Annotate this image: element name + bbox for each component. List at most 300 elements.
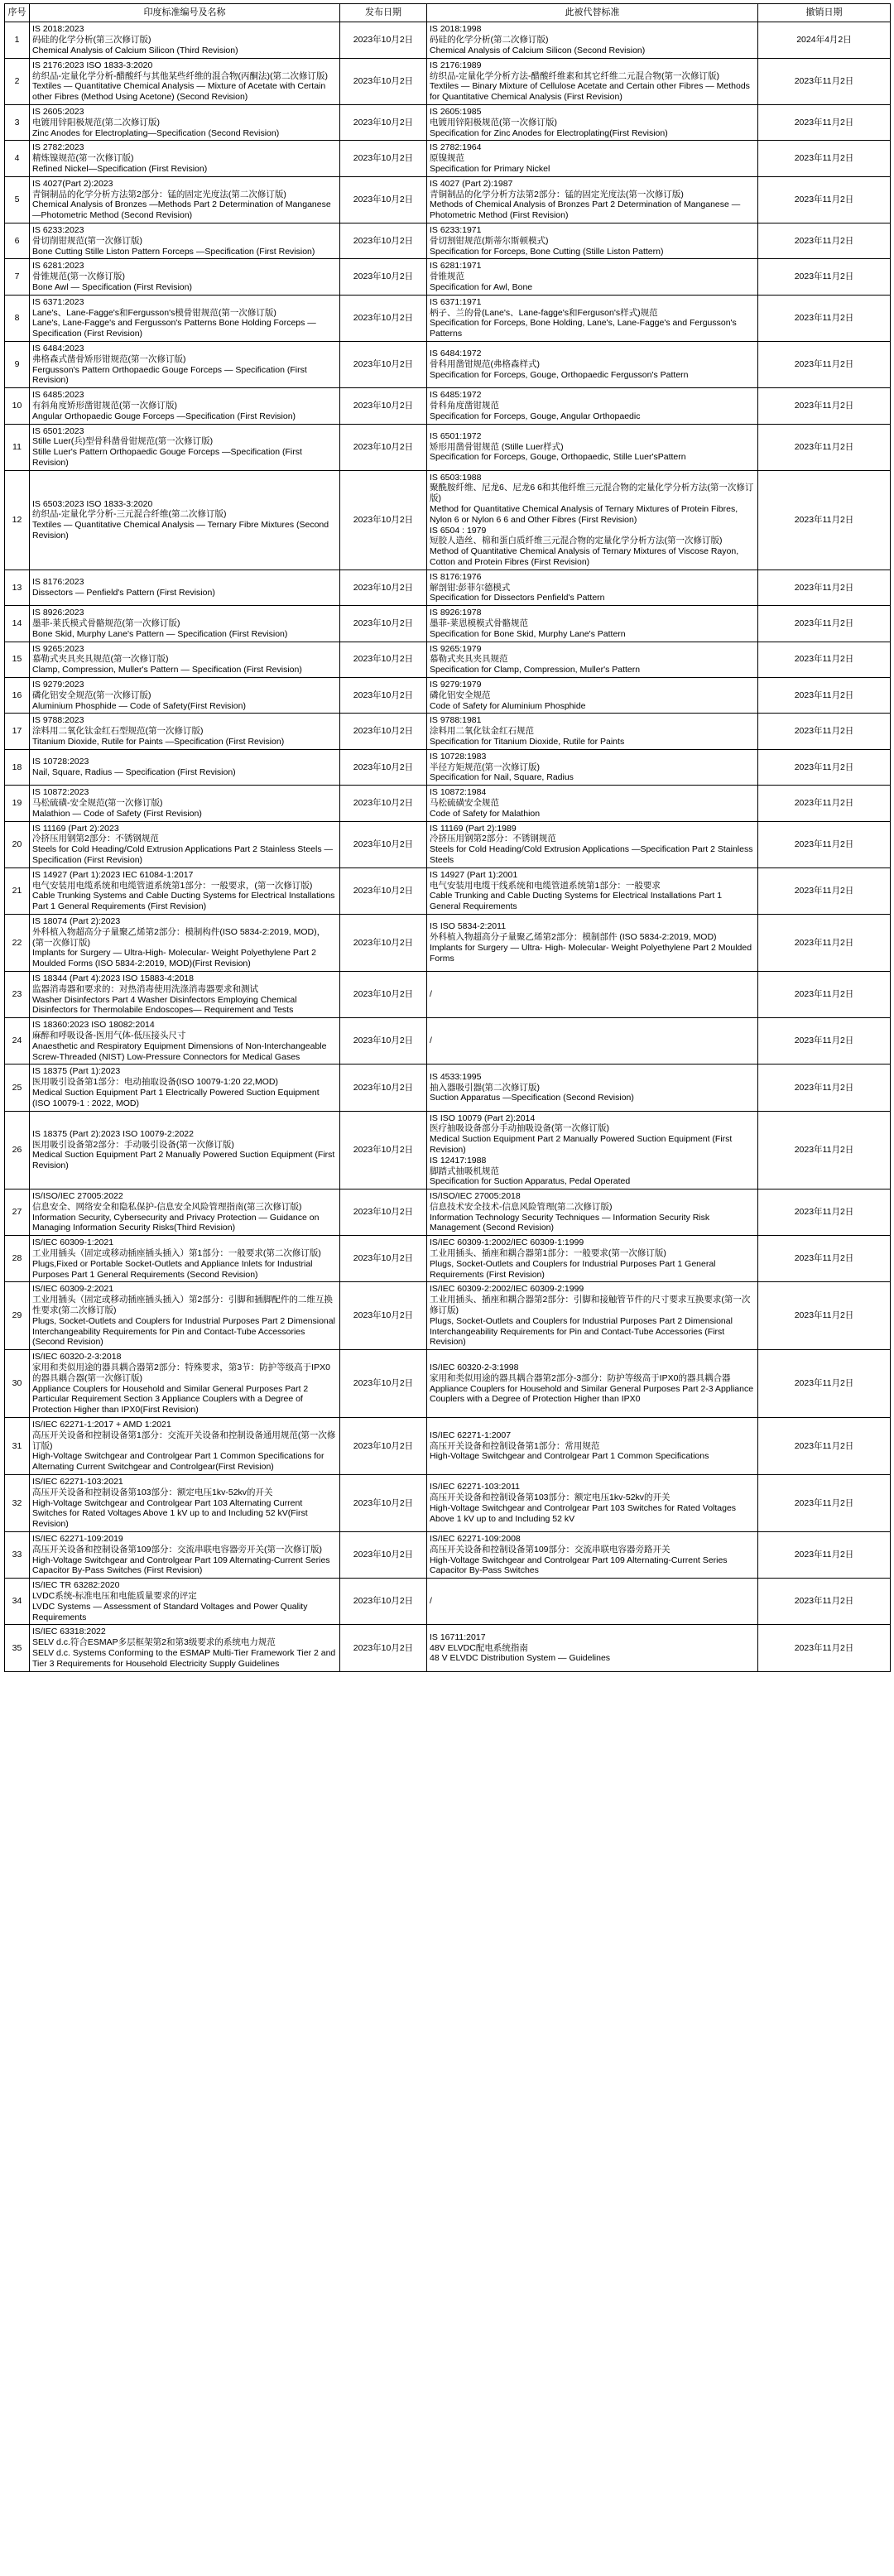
table-row bbox=[5, 971, 891, 1017]
replaced-standard-line: Method of Quantitative Chemical Analysis of Ternary Mixtures of Viscose Rayon, Cotton and Protein Fibres (First Revision) bbox=[430, 546, 739, 568]
cell-issue-date: 2023年10月2日 bbox=[340, 341, 427, 387]
table-row bbox=[5, 176, 891, 223]
replaced-standard-line: Specification for Clamp, Compression, Muller's Pattern bbox=[430, 665, 641, 675]
replaced-standard-line: Suction Apparatus —Specification (Second Revision) bbox=[430, 1093, 634, 1103]
cell-issue-date: 2023年10月2日 bbox=[340, 1065, 427, 1111]
cell-issue-date: 2023年10月2日 bbox=[340, 1350, 427, 1418]
replaced-standard-line: 高压开关设备和控制设备第109部分：交流串联电容器旁路开关 bbox=[430, 1544, 670, 1555]
table-row bbox=[5, 1579, 891, 1625]
cell-replaced-standard bbox=[427, 678, 758, 714]
standard-line: IS 2782:2023 bbox=[32, 142, 84, 153]
standard-line: 涂料用二氧化钛金红石型规范(第一次修订版) bbox=[32, 726, 204, 737]
cell-standard-title bbox=[30, 1475, 340, 1532]
table-row bbox=[5, 821, 891, 867]
replaced-standard-line: IS 6371:1971 bbox=[430, 296, 482, 307]
table-row bbox=[5, 22, 891, 58]
standard-line: IS 9279:2023 bbox=[32, 680, 84, 690]
standard-line: IS 18344 (Part 4):2023 ISO 15883-4:2018 bbox=[32, 973, 194, 983]
cell-withdraw-date: 2023年11月2日 bbox=[758, 678, 891, 714]
replaced-standard-line: 医疗抽吸设备部分手动抽吸设备(第一次修订版) bbox=[430, 1123, 609, 1134]
replaced-standard-line: 骨锥规范 bbox=[430, 272, 464, 282]
cell-replaced-standard bbox=[427, 341, 758, 387]
table-row bbox=[5, 1418, 891, 1475]
cell-serial-number: 1 bbox=[5, 22, 30, 58]
standard-line: 家用和类似用途的器具耦合器第2部分：特殊要求，第3节：防护等级高于IPX0的器具耦合器(第一次修订版) bbox=[32, 1362, 330, 1383]
cell-serial-number: 4 bbox=[5, 141, 30, 176]
standard-line: Textiles — Quantitative Chemical Analysis — Ternary Fibre Mixtures (Second Revision) bbox=[32, 520, 329, 541]
cell-serial-number: 34 bbox=[5, 1579, 30, 1625]
cell-withdraw-date: 2023年11月2日 bbox=[758, 176, 891, 223]
replaced-standard-line: 骨科用凿钳规范(弗格森样式) bbox=[430, 359, 540, 370]
replaced-standard-line: High-Voltage Switchgear and Controlgear Part 1 Common Specifications bbox=[430, 1451, 709, 1462]
cell-standard-title bbox=[30, 104, 340, 140]
cell-serial-number: 16 bbox=[5, 678, 30, 714]
cell-standard-title bbox=[30, 749, 340, 785]
replaced-standard-line: IS 6504 : 1979 bbox=[430, 525, 487, 536]
cell-standard-title bbox=[30, 1065, 340, 1111]
standard-line: Nail, Square, Radius — Specification (First Revision) bbox=[32, 767, 236, 777]
standard-line: IS 6371:2023 bbox=[32, 296, 84, 307]
replaced-standard-line: 骨科角度凿钳规范 bbox=[430, 400, 499, 411]
cell-replaced-standard bbox=[427, 259, 758, 295]
replaced-standard-line: IS 8176:1976 bbox=[430, 571, 482, 582]
table-row bbox=[5, 678, 891, 714]
cell-withdraw-date: 2023年11月2日 bbox=[758, 223, 891, 258]
replaced-standard-line: Information Technology Security Techniques — Information Security Risk Management (Second Revision) bbox=[430, 1212, 710, 1233]
standard-line: IS/IEC 62271-1:2017 + AMD 1:2021 bbox=[32, 1420, 171, 1430]
cell-standard-title bbox=[30, 388, 340, 424]
header-no: 序号 bbox=[5, 4, 30, 22]
cell-replaced-standard bbox=[427, 867, 758, 914]
cell-standard-title bbox=[30, 867, 340, 914]
cell-standard-title bbox=[30, 470, 340, 570]
standard-line: 青铜制品的化学分析方法第2部分：锰的固定光度法(第二次修订版) bbox=[32, 189, 286, 199]
replaced-standard-line: 高压开关设备和控制设备第1部分：常用规范 bbox=[430, 1440, 600, 1451]
replaced-standard-line: 码硅的化学分析(第二次修订版) bbox=[430, 35, 549, 46]
standard-line: Titanium Dioxide, Rutile for Paints —Specification (First Revision) bbox=[32, 737, 285, 747]
replaced-standard-line: IS 16711:2017 bbox=[430, 1632, 486, 1642]
cell-withdraw-date: 2023年11月2日 bbox=[758, 1018, 891, 1065]
standard-line: IS 2176:2023 ISO 1833-3:2020 bbox=[32, 60, 153, 70]
table-row bbox=[5, 1018, 891, 1065]
replaced-standard-line: IS ISO 5834-2:2011 bbox=[430, 921, 507, 932]
cell-replaced-standard bbox=[427, 786, 758, 821]
cell-serial-number: 13 bbox=[5, 570, 30, 605]
replaced-standard-line: IS 9265:1979 bbox=[430, 643, 482, 654]
standard-line: Angular Orthopaedic Gouge Forceps —Specification (First Revision) bbox=[32, 411, 296, 421]
cell-replaced-standard bbox=[427, 22, 758, 58]
cell-standard-title bbox=[30, 821, 340, 867]
standard-line: 马松硫磺-安全规范(第一次修订版) bbox=[32, 798, 163, 808]
cell-replaced-standard bbox=[427, 1350, 758, 1418]
cell-replaced-standard bbox=[427, 1018, 758, 1065]
cell-replaced-standard bbox=[427, 1282, 758, 1350]
replaced-standard-line: Plugs, Socket-Outlets and Couplers for Industrial Purposes Part 2 Dimensional Interchangeability Requirements for Pin and Contact-Tube Accessories (First Revision) bbox=[430, 1315, 733, 1348]
replaced-standard-line: 墨菲-莱恩模模式骨骼规范 bbox=[430, 618, 528, 629]
cell-serial-number: 2 bbox=[5, 58, 30, 104]
table-row bbox=[5, 1236, 891, 1282]
standard-line: 医用吸引设备第1部分：电动抽取设备(ISO 10079-1:20 22,MOD) bbox=[32, 1077, 278, 1088]
standard-line: Medical Suction Equipment Part 1 Electrically Powered Suction Equipment (ISO 10079-1 : 2022, MOD) bbox=[32, 1087, 320, 1108]
replaced-standard-line: Code of Safety for Aluminium Phosphide bbox=[430, 700, 586, 711]
replaced-standard-line: Specification for Forceps, Gouge, Orthopaedic Fergusson's Pattern bbox=[430, 369, 689, 380]
cell-withdraw-date: 2023年11月2日 bbox=[758, 1350, 891, 1418]
replaced-standard-line: IS 10728:1983 bbox=[430, 751, 487, 762]
standard-line: 麻醉和呼吸设备-医用气体-低压接头尺寸 bbox=[32, 1030, 186, 1040]
table-header-row bbox=[5, 4, 891, 22]
cell-replaced-standard bbox=[427, 570, 758, 605]
cell-issue-date: 2023年10月2日 bbox=[340, 470, 427, 570]
cell-replaced-standard bbox=[427, 58, 758, 104]
cell-withdraw-date: 2023年11月2日 bbox=[758, 58, 891, 104]
cell-issue-date: 2023年10月2日 bbox=[340, 821, 427, 867]
cell-standard-title bbox=[30, 58, 340, 104]
replaced-standard-line: / bbox=[430, 1596, 432, 1607]
cell-standard-title bbox=[30, 1236, 340, 1282]
standard-line: IS/IEC TR 63282:2020 bbox=[32, 1580, 120, 1591]
standard-line: 高压开关设备和控制设备第109部分：交流串联电容器旁开关(第一次修订版) bbox=[32, 1544, 323, 1555]
replaced-standard-line: IS 6281:1971 bbox=[430, 261, 482, 272]
cell-serial-number: 22 bbox=[5, 914, 30, 971]
cell-replaced-standard bbox=[427, 714, 758, 749]
cell-standard-title bbox=[30, 1018, 340, 1065]
replaced-standard-line: 电气安装用电缆干线系统和电缆管道系统第1部分：一般要求 bbox=[430, 880, 661, 891]
cell-withdraw-date: 2023年11月2日 bbox=[758, 786, 891, 821]
replaced-standard-line: IS 4533:1995 bbox=[430, 1071, 482, 1082]
replaced-standard-line: 48 V ELVDC Distribution System — Guidelines bbox=[430, 1653, 611, 1664]
cell-withdraw-date: 2023年11月2日 bbox=[758, 259, 891, 295]
cell-issue-date: 2023年10月2日 bbox=[340, 1625, 427, 1671]
header-replaced-standard: 此被代替标准 bbox=[427, 4, 758, 22]
replaced-standard-line: 矫形用凿骨钳规范 (Stille Luer样式) bbox=[430, 441, 564, 452]
cell-issue-date: 2023年10月2日 bbox=[340, 606, 427, 642]
cell-replaced-standard bbox=[427, 1532, 758, 1579]
standard-line: Fergusson's Pattern Orthopaedic Gouge Forceps — Specification (First Revision) bbox=[32, 364, 307, 386]
replaced-standard-line: IS 6485:1972 bbox=[430, 390, 482, 401]
cell-serial-number: 32 bbox=[5, 1475, 30, 1532]
cell-issue-date: 2023年10月2日 bbox=[340, 1579, 427, 1625]
cell-serial-number: 23 bbox=[5, 971, 30, 1017]
cell-issue-date: 2023年10月2日 bbox=[340, 176, 427, 223]
replaced-standard-line: Cable Trunking and Cable Ducting Systems for Electrical Installations Part 1 General Requirements bbox=[430, 891, 723, 912]
table-row bbox=[5, 786, 891, 821]
standard-line: IS 8926:2023 bbox=[32, 608, 84, 618]
cell-issue-date: 2023年10月2日 bbox=[340, 1236, 427, 1282]
standard-line: 有斜角度矫形凿钳规范(第一次修订版) bbox=[32, 400, 177, 411]
standard-line: IS 10872:2023 bbox=[32, 787, 89, 798]
standard-line: Medical Suction Equipment Part 2 Manually Powered Suction Equipment (First Revision) bbox=[32, 1150, 335, 1171]
cell-standard-title bbox=[30, 570, 340, 605]
cell-withdraw-date: 2023年11月2日 bbox=[758, 867, 891, 914]
replaced-standard-line: Specification for Suction Apparatus, Pedal Operated bbox=[430, 1176, 631, 1187]
cell-replaced-standard bbox=[427, 642, 758, 677]
standard-line: Chemical Analysis of Bronzes —Methods Part 2 Determination of Manganese —Photometric Method (Second Revision) bbox=[32, 199, 331, 221]
replaced-standard-line: Methods of Chemical Analysis of Bronzes Part 2 Determination of Manganese — Photometric Method (First Revision) bbox=[430, 199, 741, 221]
table-row bbox=[5, 1350, 891, 1418]
standard-line: 外科植入物超高分子量聚乙烯第2部分：模制构件(ISO 5834-2:2019, MOD)，(第一次修订版) bbox=[32, 926, 326, 948]
replaced-standard-line: Specification for Titanium Dioxide, Rutile for Paints bbox=[430, 737, 625, 747]
cell-serial-number: 21 bbox=[5, 867, 30, 914]
cell-serial-number: 6 bbox=[5, 223, 30, 258]
cell-replaced-standard bbox=[427, 1418, 758, 1475]
cell-replaced-standard bbox=[427, 470, 758, 570]
replaced-standard-line: IS/IEC 62271-109:2008 bbox=[430, 1534, 521, 1544]
cell-serial-number: 10 bbox=[5, 388, 30, 424]
cell-withdraw-date: 2023年11月2日 bbox=[758, 821, 891, 867]
table-row bbox=[5, 1065, 891, 1111]
cell-replaced-standard bbox=[427, 176, 758, 223]
standard-line: Information Security, Cybersecurity and Privacy Protection — Guidance on Managing Information Security Risks(Third Revision) bbox=[32, 1212, 320, 1233]
standard-line: 骨切削钳规范(第一次修订版) bbox=[32, 235, 142, 246]
cell-withdraw-date: 2023年11月2日 bbox=[758, 570, 891, 605]
replaced-standard-line: High-Voltage Switchgear and Controlgear Part 109 Alternating-Current Series Capacitor By-Pass Switches bbox=[430, 1555, 728, 1576]
replaced-standard-line: Plugs, Socket-Outlets and Couplers for Industrial Purposes Part 1 General Requirements (First Revision) bbox=[430, 1258, 716, 1280]
cell-withdraw-date: 2024年4月2日 bbox=[758, 22, 891, 58]
cell-standard-title bbox=[30, 1532, 340, 1579]
standard-line: IS 18375 (Part 1):2023 bbox=[32, 1066, 121, 1077]
replaced-standard-line: Specification for Forceps, Gouge, Angular Orthopaedic bbox=[430, 411, 641, 421]
standard-line: 冷挤压用钢第2部分：不锈钢规范 bbox=[32, 834, 159, 844]
replaced-standard-line: IS 11169 (Part 2):1989 bbox=[430, 823, 517, 834]
cell-standard-title bbox=[30, 424, 340, 470]
header-withdraw-date: 撤销日期 bbox=[758, 4, 891, 22]
replaced-standard-line: Medical Suction Equipment Part 2 Manually Powered Suction Equipment (First Revision) bbox=[430, 1134, 733, 1155]
replaced-standard-line: IS 10872:1984 bbox=[430, 787, 487, 798]
cell-replaced-standard bbox=[427, 388, 758, 424]
cell-issue-date: 2023年10月2日 bbox=[340, 22, 427, 58]
cell-standard-title bbox=[30, 786, 340, 821]
cell-withdraw-date: 2023年11月2日 bbox=[758, 1282, 891, 1350]
table-row bbox=[5, 1475, 891, 1532]
replaced-standard-line: 抽入器吸引器(第二次修订版) bbox=[430, 1082, 540, 1093]
replaced-standard-line: 48V ELVDC配电系统指南 bbox=[430, 1642, 528, 1653]
cell-serial-number: 20 bbox=[5, 821, 30, 867]
replaced-standard-line: 工业用插头、插座和耦合器第1部分：一般要求(第一次修订版) bbox=[430, 1248, 666, 1259]
cell-serial-number: 11 bbox=[5, 424, 30, 470]
standard-line: Clamp, Compression, Muller's Pattern — Specification (First Revision) bbox=[32, 665, 302, 675]
standard-line: IS 6233:2023 bbox=[32, 224, 84, 235]
standard-line: 纺织品-定量化学分析-三元混合纤维(第二次修订版) bbox=[32, 509, 227, 520]
cell-replaced-standard bbox=[427, 749, 758, 785]
table-row bbox=[5, 223, 891, 258]
cell-standard-title bbox=[30, 22, 340, 58]
replaced-standard-line: Specification for Bone Skid, Murphy Lane's Pattern bbox=[430, 628, 626, 639]
cell-withdraw-date: 2023年11月2日 bbox=[758, 388, 891, 424]
cell-serial-number: 26 bbox=[5, 1111, 30, 1189]
standard-line: IS 2605:2023 bbox=[32, 106, 84, 117]
standard-line: IS 9788:2023 bbox=[32, 715, 84, 726]
cell-standard-title bbox=[30, 223, 340, 258]
standards-table bbox=[4, 3, 891, 1672]
cell-withdraw-date: 2023年11月2日 bbox=[758, 1418, 891, 1475]
replaced-standard-line: IS/ISO/IEC 27005:2018 bbox=[430, 1191, 521, 1202]
cell-standard-title bbox=[30, 971, 340, 1017]
table-row bbox=[5, 259, 891, 295]
cell-replaced-standard bbox=[427, 606, 758, 642]
cell-serial-number: 15 bbox=[5, 642, 30, 677]
standard-line: Aluminium Phosphide — Code of Safety(First Revision) bbox=[32, 700, 246, 711]
cell-serial-number: 33 bbox=[5, 1532, 30, 1579]
cell-replaced-standard bbox=[427, 1065, 758, 1111]
replaced-standard-line: Specification for Forceps, Bone Cutting (Stille Liston Pattern) bbox=[430, 246, 664, 257]
replaced-standard-line: IS 6501:1972 bbox=[430, 430, 482, 441]
replaced-standard-line: / bbox=[430, 989, 432, 1000]
cell-serial-number: 5 bbox=[5, 176, 30, 223]
table-row bbox=[5, 570, 891, 605]
standard-line: IS 11169 (Part 2):2023 bbox=[32, 823, 119, 834]
replaced-standard-line: Specification for Awl, Bone bbox=[430, 281, 533, 292]
replaced-standard-line: IS 2018:1998 bbox=[430, 24, 482, 35]
cell-serial-number: 35 bbox=[5, 1625, 30, 1671]
standard-line: Steels for Cold Heading/Cold Extrusion Applications Part 2 Stainless Steels — Specification (First Revision) bbox=[32, 844, 334, 865]
cell-standard-title bbox=[30, 1579, 340, 1625]
standard-line: High-Voltage Switchgear and Controlgear Part 1 Common Specifications for Alternating Current Switchgear and Controlgear(First Revision) bbox=[32, 1451, 324, 1473]
standard-line: IS 6485:2023 bbox=[32, 390, 84, 401]
replaced-standard-line: 高压开关设备和控制设备第103部分：额定电压1kv-52kv的开关 bbox=[430, 1492, 670, 1503]
replaced-standard-line: Specification for Forceps, Bone Holding, Lane's, Lane-Fagge's and Fergusson's Patterns bbox=[430, 318, 737, 339]
cell-serial-number: 3 bbox=[5, 104, 30, 140]
cell-standard-title bbox=[30, 714, 340, 749]
cell-issue-date: 2023年10月2日 bbox=[340, 1532, 427, 1579]
table-row bbox=[5, 1532, 891, 1579]
standard-line: IS 9265:2023 bbox=[32, 643, 84, 654]
standard-line: Stille Luer's Pattern Orthopaedic Gouge Forceps —Specification (First Revision) bbox=[32, 447, 302, 468]
cell-replaced-standard bbox=[427, 1236, 758, 1282]
cell-serial-number: 19 bbox=[5, 786, 30, 821]
replaced-standard-line: Specification for Zinc Anodes for Electroplating(First Revision) bbox=[430, 127, 668, 138]
standard-line: Implants for Surgery — Ultra-High- Molecular- Weight Polyethylene Part 2 Moulded Forms (ISO 5834-2:2019, MOD)(First Revision) bbox=[32, 948, 316, 969]
standard-line: Bone Cutting Stille Liston Pattern Forceps —Specification (First Revision) bbox=[32, 246, 315, 257]
cell-standard-title bbox=[30, 1418, 340, 1475]
cell-withdraw-date: 2023年11月2日 bbox=[758, 1065, 891, 1111]
cell-serial-number: 25 bbox=[5, 1065, 30, 1111]
table-row bbox=[5, 914, 891, 971]
replaced-standard-line: / bbox=[430, 1036, 432, 1046]
standard-line: Lane's, Lane-Fagge's and Fergusson's Patterns Bone Holding Forceps —Specification (First Revision) bbox=[32, 318, 316, 339]
standard-line: IS 18375 (Part 2):2023 ISO 10079-2:2022 bbox=[32, 1128, 194, 1139]
cell-standard-title bbox=[30, 1282, 340, 1350]
standard-line: Anaesthetic and Respiratory Equipment Dimensions of Non-Interchangeable Screw-Threaded (NIST) Low-Pressure Connectors for Medical Gases bbox=[32, 1040, 327, 1062]
cell-withdraw-date: 2023年11月2日 bbox=[758, 749, 891, 785]
cell-issue-date: 2023年10月2日 bbox=[340, 388, 427, 424]
cell-issue-date: 2023年10月2日 bbox=[340, 1111, 427, 1189]
cell-issue-date: 2023年10月2日 bbox=[340, 714, 427, 749]
cell-serial-number: 12 bbox=[5, 470, 30, 570]
replaced-standard-line: 聚酰胺纤维、尼龙6、尼龙6 6和其他纤维三元混合物的定量化学分析方法(第一次修订版) bbox=[430, 483, 754, 504]
replaced-standard-line: 脚踏式抽吸机规范 bbox=[430, 1165, 499, 1176]
cell-standard-title bbox=[30, 1111, 340, 1189]
replaced-standard-line: 半径方矩规范(第一次修订版) bbox=[430, 762, 540, 772]
cell-issue-date: 2023年10月2日 bbox=[340, 749, 427, 785]
cell-serial-number: 8 bbox=[5, 295, 30, 341]
cell-replaced-standard bbox=[427, 104, 758, 140]
table-row bbox=[5, 1625, 891, 1671]
replaced-standard-line: IS 9279:1979 bbox=[430, 680, 482, 690]
cell-withdraw-date: 2023年11月2日 bbox=[758, 295, 891, 341]
standard-line: Bone Awl — Specification (First Revision) bbox=[32, 281, 192, 292]
header-standard: 印度标准编号及名称 bbox=[30, 4, 340, 22]
replaced-standard-line: Method for Quantitative Chemical Analysis of Ternary Mixtures of Protein Fibres, Nylon 6 or Nylon 6 6 and Other Fibres (First Revision) bbox=[430, 504, 738, 525]
cell-replaced-standard bbox=[427, 914, 758, 971]
standard-line: Lane's、Lane-Fagge's和Fergusson's模骨钳规范(第一次修订版) bbox=[32, 307, 276, 318]
replaced-standard-line: 信息技术安全技术-信息风险管理(第二次修订版) bbox=[430, 1201, 613, 1212]
cell-replaced-standard bbox=[427, 1189, 758, 1236]
standard-line: 码硅的化学分析(第三次修订版) bbox=[32, 35, 151, 46]
standard-line: IS 6503:2023 ISO 1833-3:2020 bbox=[32, 498, 153, 509]
cell-issue-date: 2023年10月2日 bbox=[340, 223, 427, 258]
replaced-standard-line: IS/IEC 60309-1:2002/IEC 60309-1:1999 bbox=[430, 1238, 584, 1248]
cell-withdraw-date: 2023年11月2日 bbox=[758, 606, 891, 642]
standard-line: 磷化铝安全规范(第一次修订版) bbox=[32, 690, 151, 700]
standard-line: SELV d.c.符合ESMAP多层框架第2和第3级要求的系统电力规范 bbox=[32, 1637, 276, 1648]
replaced-standard-line: IS/IEC 62271-103:2011 bbox=[430, 1482, 520, 1492]
standard-line: IS/IEC 63318:2022 bbox=[32, 1627, 106, 1637]
cell-standard-title bbox=[30, 1625, 340, 1671]
replaced-standard-line: IS/IEC 60320-2-3:1998 bbox=[430, 1362, 519, 1373]
replaced-standard-line: IS 2782:1964 bbox=[430, 142, 482, 153]
standard-line: IS 6484:2023 bbox=[32, 343, 84, 353]
replaced-standard-line: IS 4027 (Part 2):1987 bbox=[430, 178, 513, 189]
cell-standard-title bbox=[30, 295, 340, 341]
standard-line: IS 6501:2023 bbox=[32, 425, 84, 436]
replaced-standard-line: Steels for Cold Heading/Cold Extrusion Applications —Specification Part 2 Stainless Steels bbox=[430, 844, 753, 865]
cell-standard-title bbox=[30, 259, 340, 295]
cell-serial-number: 24 bbox=[5, 1018, 30, 1065]
cell-serial-number: 31 bbox=[5, 1418, 30, 1475]
cell-replaced-standard bbox=[427, 1579, 758, 1625]
table-row bbox=[5, 1111, 891, 1189]
standard-line: Appliance Couplers for Household and Similar General Purposes Part 2 Particular Requirement Section 3 Appliance Couplers with a Degree of Protection Higher than IPX0(First Revision) bbox=[32, 1383, 309, 1415]
cell-serial-number: 17 bbox=[5, 714, 30, 749]
cell-withdraw-date: 2023年11月2日 bbox=[758, 470, 891, 570]
replaced-standard-line: 慕勒式夹具夹具规范 bbox=[430, 654, 508, 665]
replaced-standard-line: Chemical Analysis of Calcium Silicon (Second Revision) bbox=[430, 46, 646, 55]
standard-line: High-Voltage Switchgear and Controlgear Part 103 Alternating Current Switches for Rated Voltages Above 1 kV up to and Including 52 kV(First Revision) bbox=[32, 1497, 308, 1530]
replaced-standard-line: High-Voltage Switchgear and Controlgear Part 103 Switches for Rated Voltages Above 1 kV up to and Including 52 kV bbox=[430, 1503, 737, 1524]
standard-line: Stille Luer(兵)型骨科凿骨钳规范(第一次修订版) bbox=[32, 436, 214, 447]
standard-line: Plugs,Fixed or Portable Socket-Outlets and Appliance Inlets for Industrial Purposes Part 1 General Requirements (Second Revision) bbox=[32, 1258, 313, 1280]
standard-line: 工业用插头（固定或移动插座插头插入）第1部分：一般要求(第二次修订版) bbox=[32, 1248, 321, 1259]
cell-replaced-standard bbox=[427, 971, 758, 1017]
standard-line: IS 2018:2023 bbox=[32, 24, 84, 35]
standard-line: IS/IEC 62271-103:2021 bbox=[32, 1477, 123, 1487]
cell-replaced-standard bbox=[427, 821, 758, 867]
table-row bbox=[5, 749, 891, 785]
replaced-standard-line: IS/IEC 62271-1:2007 bbox=[430, 1430, 512, 1440]
standard-line: 医用吸引设备第2部分：手动吸引设备(第一次修订版) bbox=[32, 1139, 234, 1150]
standard-line: Dissectors — Penfield's Pattern (First Revision) bbox=[32, 588, 215, 598]
cell-withdraw-date: 2023年11月2日 bbox=[758, 1625, 891, 1671]
standard-line: 精炼镍规范(第一次修订版) bbox=[32, 153, 134, 164]
cell-withdraw-date: 2023年11月2日 bbox=[758, 1579, 891, 1625]
cell-withdraw-date: 2023年11月2日 bbox=[758, 341, 891, 387]
cell-issue-date: 2023年10月2日 bbox=[340, 295, 427, 341]
replaced-standard-line: 家用和类似用途的器具耦合器第2部分-3部分：防护等级高于IPX0的器具耦合器 bbox=[430, 1372, 731, 1383]
standard-line: High-Voltage Switchgear and Controlgear Part 109 Alternating-Current Series Capacitor By-Pass Switches (First Revision) bbox=[32, 1555, 330, 1576]
cell-issue-date: 2023年10月2日 bbox=[340, 424, 427, 470]
standard-line: Refined Nickel—Specification (First Revision) bbox=[32, 163, 208, 174]
standard-line: 电镀用锌阳极规范(第二次修订版) bbox=[32, 117, 160, 127]
replaced-standard-line: 工业用插头、插座和耦合器第2部分：引脚和接触管节件的尺寸要求互换要求(第一次修订版) bbox=[430, 1295, 751, 1316]
cell-issue-date: 2023年10月2日 bbox=[340, 104, 427, 140]
cell-issue-date: 2023年10月2日 bbox=[340, 867, 427, 914]
cell-issue-date: 2023年10月2日 bbox=[340, 259, 427, 295]
cell-issue-date: 2023年10月2日 bbox=[340, 141, 427, 176]
replaced-standard-line: Implants for Surgery — Ultra- High- Molecular- Weight Polyethylene Part 2 Moulded Forms bbox=[430, 942, 752, 964]
table-row bbox=[5, 1189, 891, 1236]
replaced-standard-line: 马松硫磺安全规范 bbox=[430, 798, 499, 808]
cell-standard-title bbox=[30, 606, 340, 642]
